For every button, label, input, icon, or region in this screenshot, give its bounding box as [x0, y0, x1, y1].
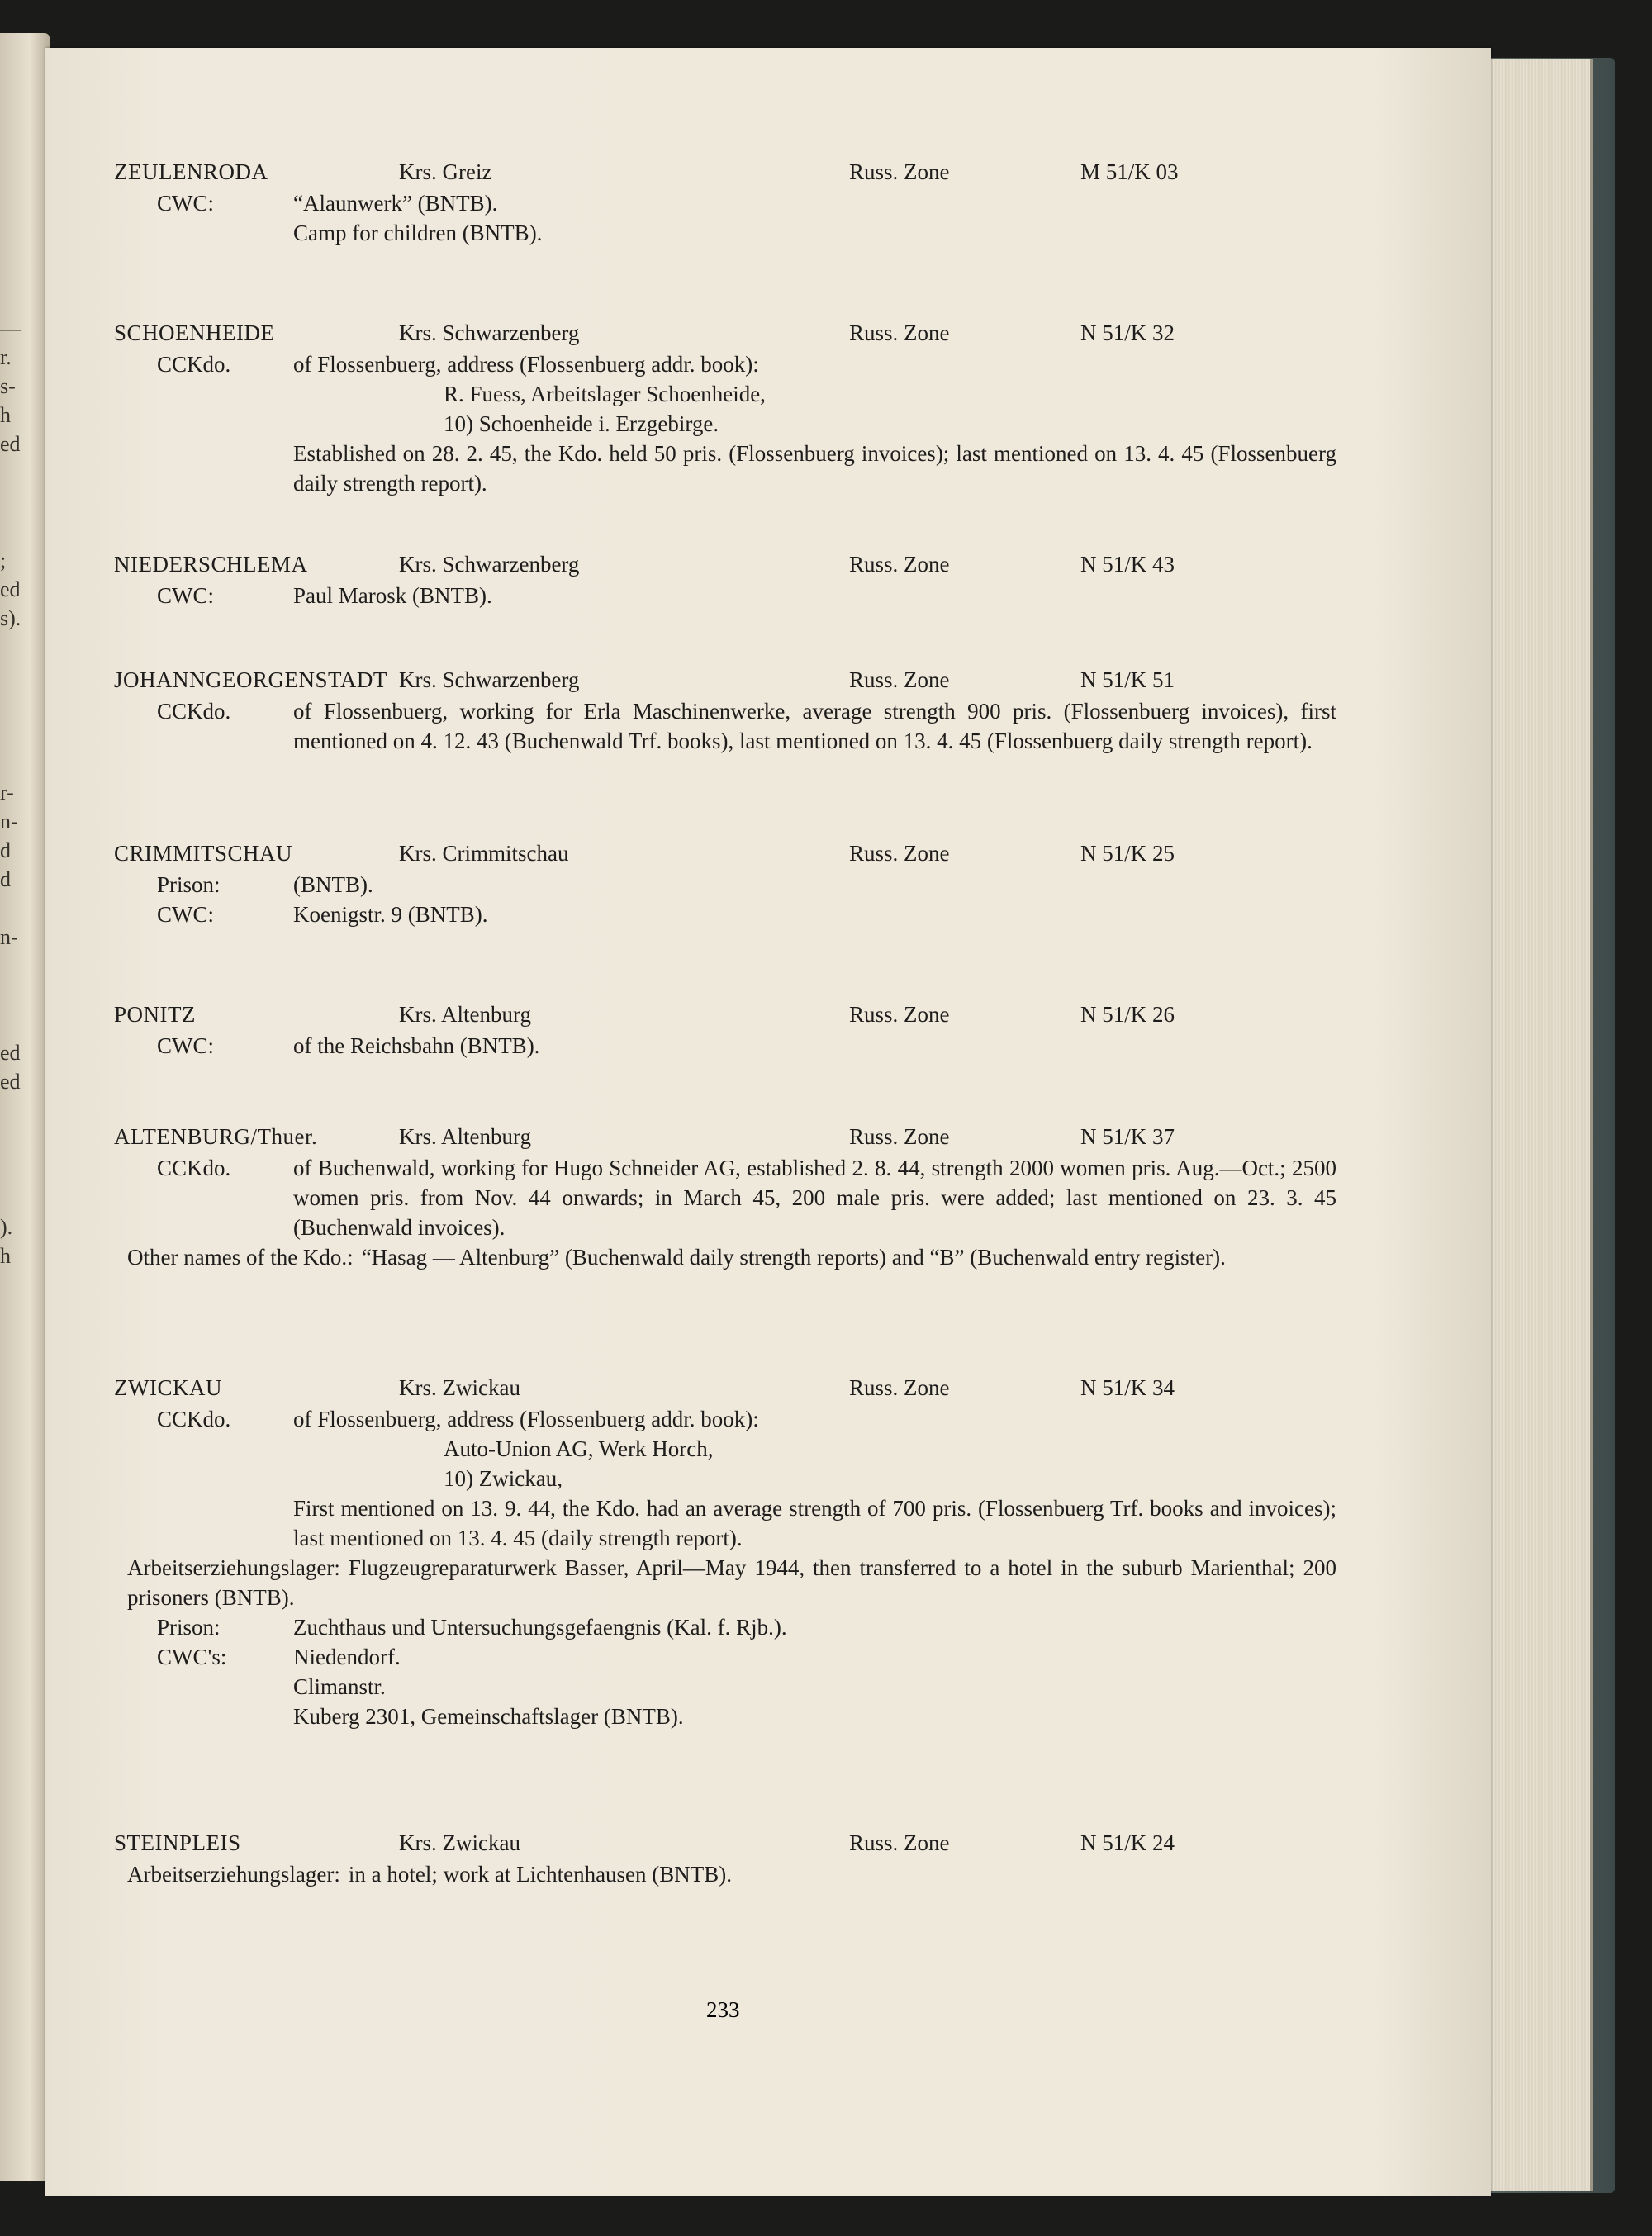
entry-row	[157, 1672, 1336, 1702]
entry-row	[157, 581, 1336, 610]
row-text: First mentioned on 13. 9. 44, the Kdo. had an average strength of 700 pris. (Flossenbuerg Trf. books and invoices); last mentioned on 13. 4. 45 (daily strength report).	[293, 1496, 1336, 1550]
row-text: Flugzeugreparaturwerk Basser, April—May 1944, then transferred to a hotel in the suburb Marienthal; 200 prisoners (BNTB).	[127, 1555, 1336, 1610]
entry-row	[127, 1242, 1336, 1272]
row-text: R. Fuess, Arbeitslager Schoenheide,	[444, 382, 766, 406]
gazetteer-entry	[114, 1373, 1336, 1731]
facing-page-fragment: ed	[0, 1070, 21, 1094]
facing-page-fragment: h	[0, 403, 11, 428]
row-label: CWC:	[157, 902, 215, 927]
district-name: Krs. Zwickau	[399, 1830, 520, 1855]
row-text: “Hasag — Altenburg” (Buchenwald daily strength reports) and “B” (Buchenwald entry register).	[361, 1245, 1226, 1270]
entry-heading	[114, 665, 1336, 696]
gazetteer-entry	[114, 1828, 1336, 1889]
entry-heading	[114, 1373, 1336, 1404]
entry-row	[157, 1434, 1336, 1464]
row-text: Niedendorf.	[293, 1645, 401, 1669]
entry-row	[157, 218, 1336, 248]
facing-page-fragment: d	[0, 838, 11, 862]
gazetteer-entry	[114, 157, 1336, 248]
facing-page-fragment: ;	[0, 548, 7, 572]
row-label: Arbeitserziehungslager:	[127, 1555, 340, 1580]
facing-page-fragment: r.	[0, 345, 12, 370]
grid-reference: N 51/K 43	[1080, 552, 1175, 577]
entry-row	[127, 1859, 1336, 1889]
facing-page-fragment: d	[0, 866, 11, 891]
entry-row	[157, 900, 1336, 929]
row-text: Paul Marosk (BNTB).	[293, 583, 492, 608]
facing-page-fragment: r-	[0, 780, 14, 805]
zone-label: Russ. Zone	[849, 1002, 950, 1027]
facing-page-fragment: —	[0, 316, 21, 340]
row-text: in a hotel; work at Lichtenhausen (BNTB).	[348, 1862, 733, 1887]
row-label: Prison:	[157, 872, 221, 897]
district-name: Krs. Schwarzenberg	[399, 320, 580, 345]
entry-row	[157, 1493, 1336, 1553]
grid-reference: N 51/K 32	[1080, 320, 1175, 345]
grid-reference: N 51/K 51	[1080, 667, 1175, 692]
entry-row	[157, 1702, 1336, 1731]
entry-row	[157, 870, 1336, 900]
row-label: CWC:	[157, 1033, 215, 1058]
entry-row	[127, 1553, 1336, 1612]
zone-label: Russ. Zone	[849, 1375, 950, 1400]
gazetteer-entry	[114, 999, 1336, 1061]
row-text: 10) Schoenheide i. Erzgebirge.	[444, 411, 719, 436]
zone-label: Russ. Zone	[849, 841, 950, 866]
gazetteer-entry	[114, 549, 1336, 610]
zone-label: Russ. Zone	[849, 552, 950, 577]
entry-heading	[114, 318, 1336, 349]
entry-heading	[114, 549, 1336, 581]
entry-row	[157, 1153, 1336, 1242]
district-name: Krs. Greiz	[399, 159, 492, 184]
grid-reference: N 51/K 34	[1080, 1375, 1175, 1400]
facing-page-fragment: ).	[0, 1214, 13, 1239]
facing-page-fragment: ed	[0, 1041, 21, 1066]
facing-page-fragment: s-	[0, 374, 16, 399]
row-label: CCKdo.	[157, 1156, 231, 1180]
district-name: Krs. Altenburg	[399, 1124, 531, 1149]
entry-row	[157, 696, 1336, 756]
entry-heading	[114, 1828, 1336, 1859]
entry-heading	[114, 999, 1336, 1031]
row-text: Camp for children (BNTB).	[293, 221, 543, 245]
entry-heading	[114, 838, 1336, 870]
row-label: CWC's:	[157, 1645, 227, 1669]
row-label: CWC:	[157, 191, 215, 216]
row-label: Arbeitserziehungslager:	[127, 1862, 340, 1887]
district-name: Krs. Schwarzenberg	[399, 667, 580, 692]
grid-reference: N 51/K 25	[1080, 841, 1175, 866]
entry-heading	[114, 1122, 1336, 1153]
place-name: NIEDERSCHLEMA	[114, 552, 308, 577]
district-name: Krs. Crimmitschau	[399, 841, 569, 866]
place-name: ALTENBURG/Thuer.	[114, 1124, 318, 1149]
gazetteer-entry	[114, 318, 1336, 498]
place-name: CRIMMITSCHAU	[114, 841, 293, 866]
row-text: Auto-Union AG, Werk Horch,	[444, 1436, 714, 1461]
entry-row	[157, 1404, 1336, 1434]
entry-row	[157, 1464, 1336, 1493]
gazetteer-entry	[114, 838, 1336, 929]
gazetteer-entry	[114, 665, 1336, 756]
entry-row	[157, 409, 1336, 439]
row-label: Other names of the Kdo.:	[127, 1245, 354, 1270]
zone-label: Russ. Zone	[849, 320, 950, 345]
zone-label: Russ. Zone	[849, 159, 950, 184]
row-label: CCKdo.	[157, 1407, 231, 1431]
entry-row	[157, 349, 1336, 379]
entry-row	[157, 439, 1336, 498]
facing-page-fragment: n-	[0, 924, 18, 949]
district-name: Krs. Zwickau	[399, 1375, 520, 1400]
page-number: 233	[706, 1997, 740, 2022]
row-text: of Buchenwald, working for Hugo Schneider AG, established 2. 8. 44, strength 2000 women pris. Aug.—Oct.; 2500 women pris. from Nov. 44 onwards; in March 45, 200 male pris. were added; last mentioned on 23. 3. 45 (Buchenwald invoices).	[293, 1156, 1336, 1240]
row-text: Zuchthaus und Untersuchungsgefaengnis (Kal. f. Rjb.).	[293, 1615, 787, 1640]
place-name: JOHANNGEORGENSTADT	[114, 667, 387, 692]
row-text: of Flossenbuerg, address (Flossenbuerg addr. book):	[293, 352, 759, 377]
district-name: Krs. Altenburg	[399, 1002, 531, 1027]
entry-row	[157, 379, 1336, 409]
zone-label: Russ. Zone	[849, 667, 950, 692]
row-text: Kuberg 2301, Gemeinschaftslager (BNTB).	[293, 1704, 684, 1729]
place-name: ZEULENRODA	[114, 159, 268, 184]
entry-row	[157, 188, 1336, 218]
place-name: ZWICKAU	[114, 1375, 222, 1400]
row-text: of the Reichsbahn (BNTB).	[293, 1033, 540, 1058]
facing-page-fragment: ed	[0, 432, 21, 457]
facing-page-fragment: n-	[0, 809, 18, 833]
row-text: of Flossenbuerg, working for Erla Maschinenwerke, average strength 900 pris. (Flossenbuerg invoices), first mentioned on 4. 12. 43 (Buchenwald Trf. books), last mentioned on 13. 4. 45 (Flossenbuerg daily strength report).	[293, 699, 1336, 753]
facing-page-fragment: h	[0, 1244, 11, 1268]
entry-row	[157, 1612, 1336, 1642]
gazetteer-entry	[114, 1122, 1336, 1272]
district-name: Krs. Schwarzenberg	[399, 552, 580, 577]
place-name: PONITZ	[114, 1002, 196, 1027]
row-label: CCKdo.	[157, 699, 231, 724]
row-text: “Alaunwerk” (BNTB).	[293, 191, 498, 216]
row-text: of Flossenbuerg, address (Flossenbuerg addr. book):	[293, 1407, 759, 1431]
row-text: Established on 28. 2. 45, the Kdo. held 50 pris. (Flossenbuerg invoices); last mentioned on 13. 4. 45 (Flossenbuerg daily strength report).	[293, 441, 1336, 496]
grid-reference: N 51/K 24	[1080, 1830, 1175, 1855]
row-text: Climanstr.	[293, 1674, 386, 1699]
facing-page-fragment: ed	[0, 577, 21, 601]
grid-reference: M 51/K 03	[1080, 159, 1179, 184]
zone-label: Russ. Zone	[849, 1830, 950, 1855]
row-text: 10) Zwickau,	[444, 1466, 563, 1491]
row-text: Koenigstr. 9 (BNTB).	[293, 902, 488, 927]
place-name: SCHOENHEIDE	[114, 320, 275, 345]
row-label: CCKdo.	[157, 352, 231, 377]
facing-page-fragment: s).	[0, 605, 21, 630]
entry-row	[157, 1642, 1336, 1672]
row-label: CWC:	[157, 583, 215, 608]
grid-reference: N 51/K 37	[1080, 1124, 1175, 1149]
place-name: STEINPLEIS	[114, 1830, 241, 1855]
row-label: Prison:	[157, 1615, 221, 1640]
grid-reference: N 51/K 26	[1080, 1002, 1175, 1027]
zone-label: Russ. Zone	[849, 1124, 950, 1149]
entry-row	[157, 1031, 1336, 1061]
row-text: (BNTB).	[293, 872, 373, 897]
entry-heading	[114, 157, 1336, 188]
